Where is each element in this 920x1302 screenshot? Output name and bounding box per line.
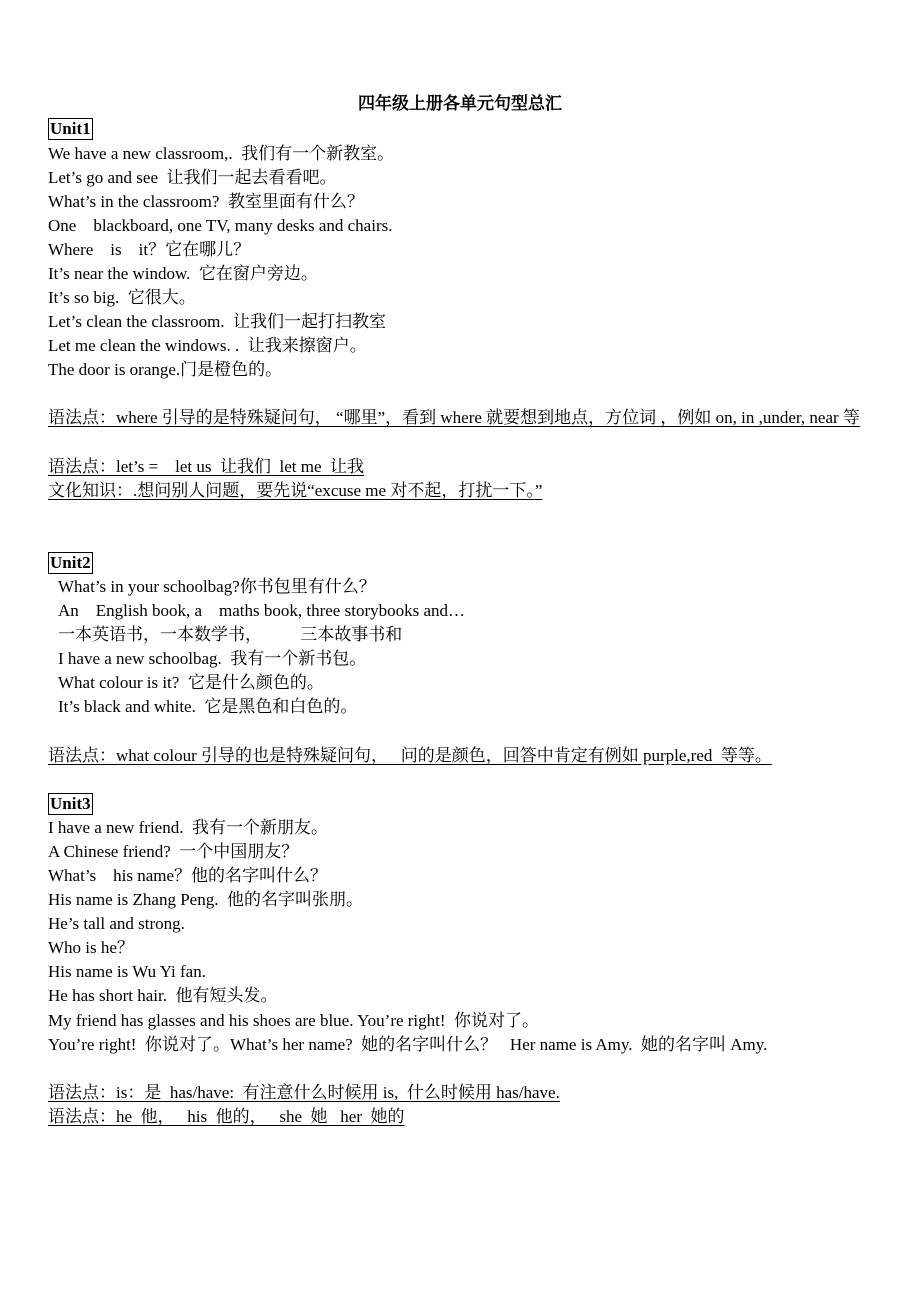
unit1-grammar-note: 语法点：let’s = let us 让我们 let me 让我 <box>48 457 365 476</box>
unit1-grammar-note: 语法点：where 引导的是特殊疑问句， “哪里”，看到 where 就要想到地点，方位词 ，例如 on, in ,under, near 等 <box>48 408 860 427</box>
unit1-line: Let’s go and see 让我们一起去看看吧。 <box>48 168 337 187</box>
unit2-line: I have a new schoolbag. 我有一个新书包。 <box>58 649 367 668</box>
unit1-line: Where is it？它在哪儿？ <box>48 240 251 259</box>
unit3-grammar-note: 语法点：is：是 has/have: 有注意什么时候用 is, 什么时候用 has/have. <box>48 1083 560 1102</box>
unit1-line: One blackboard, one TV, many desks and chairs. <box>48 216 393 235</box>
unit1-line: It’s near the window. 它在窗户旁边。 <box>48 264 318 283</box>
unit1-line: Let’s clean the classroom. 让我们一起打扫教室 <box>48 312 387 331</box>
unit2-line: What’s in your schoolbag?你书包里有什么？ <box>58 577 376 596</box>
unit2-line: An English book, a maths book, three storybooks and… <box>58 601 466 620</box>
unit3-line: A Chinese friend? 一个中国朋友？ <box>48 842 299 861</box>
unit3-line: What’s his name？他的名字叫什么？ <box>48 866 328 885</box>
unit2-line: What colour is it? 它是什么颜色的。 <box>58 673 324 692</box>
unit1-heading: Unit1 <box>50 119 91 138</box>
unit1-culture-note: 文化知识：.想问别人问题，要先说“excuse me 对不起，打扰一下。” <box>48 481 543 500</box>
unit2-line: 一本英语书，一本数学书， 三本故事书和 <box>58 625 403 644</box>
unit1-line: The door is orange.门是橙色的。 <box>48 360 283 379</box>
unit3-line: His name is Wu Yi fan. <box>48 962 206 981</box>
unit2-line: It’s black and white. 它是黑色和白色的。 <box>58 697 358 716</box>
unit2-grammar-note: 语法点：what colour 引导的也是特殊疑问句， 问的是颜色，回答中肯定有例如 purple,red 等等。 <box>48 746 772 765</box>
unit1-line: We have a new classroom,. 我们有一个新教室。 <box>48 144 395 163</box>
unit1-line: It’s so big. 它很大。 <box>48 288 196 307</box>
unit3-line: He’s tall and strong. <box>48 914 185 933</box>
unit3-line: His name is Zhang Peng. 他的名字叫张朋。 <box>48 890 363 909</box>
unit2-heading: Unit2 <box>50 553 91 572</box>
page-title: 四年级上册各单元句型总汇 <box>358 94 562 114</box>
unit3-line: You’re right! 你说对了。What’s her name? 她的名字叫什么？ Her name is Amy. 她的名字叫 Amy. <box>48 1035 768 1054</box>
unit3-line: My friend has glasses and his shoes are blue. You’re right! 你说对了。 <box>48 1011 540 1030</box>
unit1-line: Let me clean the windows. . 让我来擦窗户。 <box>48 336 367 355</box>
unit3-heading: Unit3 <box>50 794 91 813</box>
unit3-line: I have a new friend. 我有一个新朋友。 <box>48 818 328 837</box>
unit3-grammar-note: 语法点：he 他， his 他的， she 她 her 她的 <box>48 1107 405 1126</box>
unit3-line: He has short hair. 他有短头发。 <box>48 986 278 1005</box>
unit3-line: Who is he？ <box>48 938 134 957</box>
unit1-line: What’s in the classroom? 教室里面有什么？ <box>48 192 364 211</box>
